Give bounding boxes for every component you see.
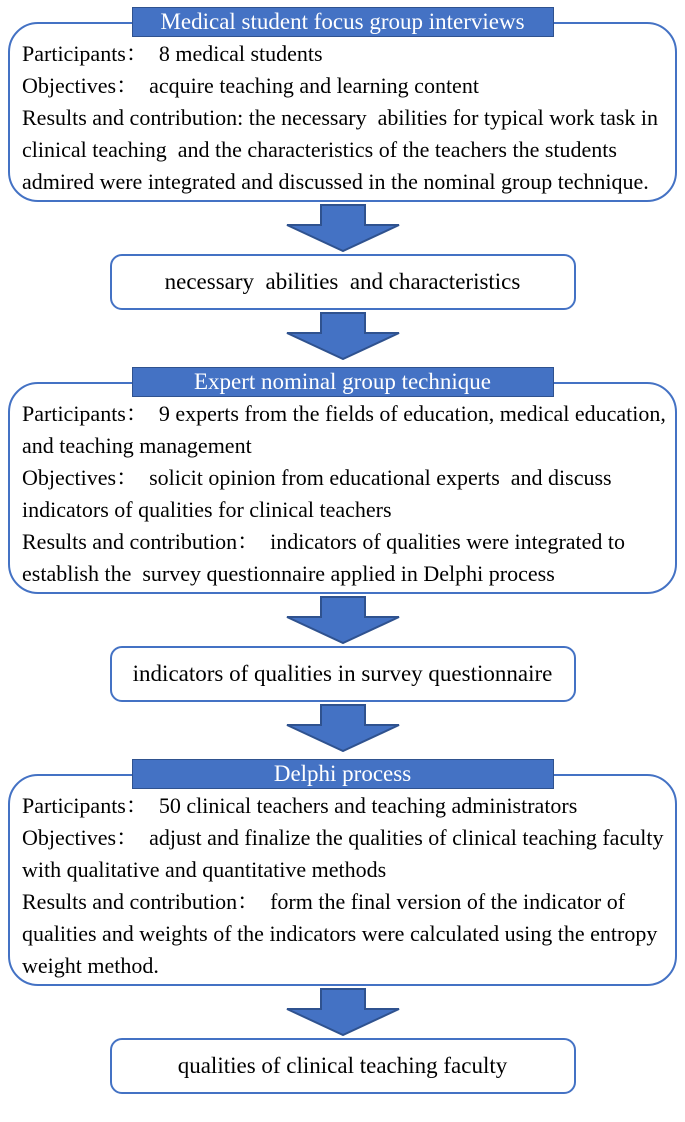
stage-line-results: Results and contribution: the necessary abilities for typical work task in clinical teaching and the characteristics of the teachers the students admired were integrated and discussed in the nominal group technique. (22, 105, 664, 194)
stage-focus-group-interviews (8, 9, 677, 202)
stage-delphi-header (132, 759, 554, 789)
stage-delphi-process (8, 761, 677, 986)
down-arrow-shape (287, 205, 399, 251)
stage-line-objectives: Objectives： adjust and finalize the qualities of clinical teaching faculty with qualitative and quantitative methods (22, 825, 669, 882)
stage-line-results: Results and contribution： form the final version of the indicator of qualities and weights of the indicators were calculated using the entropy weight method. (22, 889, 663, 978)
stage-line-participants: Participants： 9 experts from the fields of education, medical education, and teaching management (22, 401, 672, 458)
down-arrow-shape (287, 597, 399, 643)
result-label: necessary abilities and characteristics (164, 269, 521, 294)
result-box-qualities-faculty (110, 1038, 576, 1094)
stage-focus-group-header (132, 7, 554, 37)
stage-expert-header (132, 367, 554, 397)
down-arrow-icon (286, 204, 400, 252)
down-arrow-shape (287, 989, 399, 1035)
result-box-abilities-characteristics (110, 254, 576, 310)
result-label: qualities of clinical teaching faculty (177, 1053, 508, 1078)
stage-header-label: Delphi process (273, 761, 412, 786)
result-box-survey-questionnaire (110, 646, 576, 702)
stage-line-participants: Participants： 8 medical students (22, 41, 323, 66)
down-arrow-icon (286, 596, 400, 644)
down-arrow-shape (287, 313, 399, 359)
stage-expert-nominal-group (8, 369, 677, 594)
stage-line-objectives: Objectives： solicit opinion from educational experts and discuss indicators of qualities for clinical teachers (22, 465, 618, 522)
stage-line-results: Results and contribution： indicators of qualities were integrated to establish the survey questionnaire applied in Delphi process (22, 529, 631, 586)
down-arrow-icon (286, 988, 400, 1036)
result-label: indicators of qualities in survey questionnaire (132, 661, 553, 686)
stage-header-label: Medical student focus group interviews (160, 9, 525, 34)
stage-line-objectives: Objectives： acquire teaching and learning content (22, 73, 479, 98)
down-arrow-icon (286, 704, 400, 752)
stage-header-label: Expert nominal group technique (193, 369, 491, 394)
down-arrow-shape (287, 705, 399, 751)
stage-line-participants: Participants： 50 clinical teachers and teaching administrators (22, 793, 578, 818)
down-arrow-icon (286, 312, 400, 360)
